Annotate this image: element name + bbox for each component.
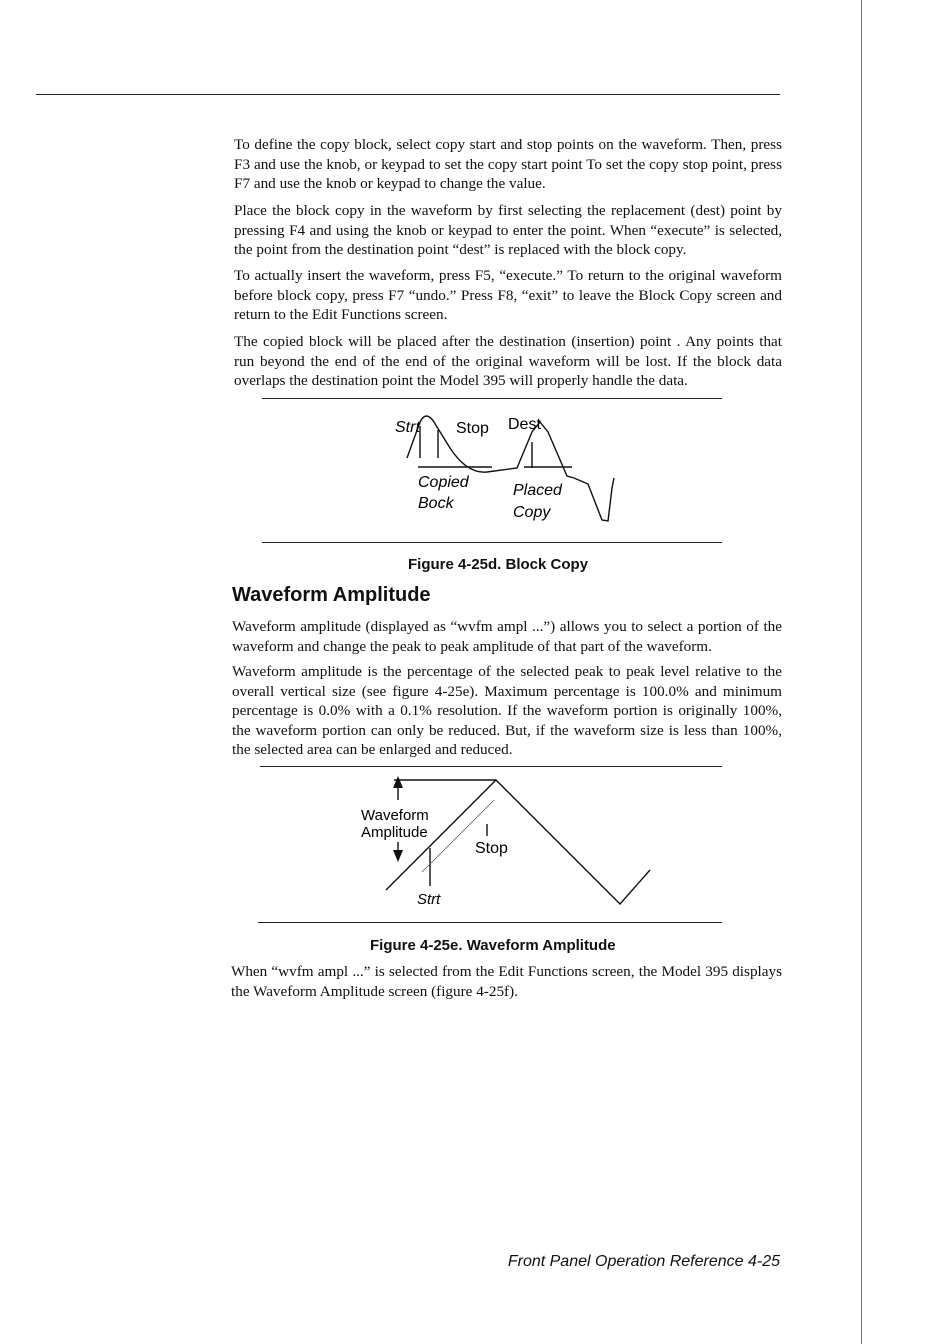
paragraph-define-copy-block: To define the copy block, select copy start and stop points on the waveform. Then, press F3 and use the knob, or keypad to set the copy start point To set the copy stop point, press F7 and use the knob or keypad to change the value. — [234, 136, 782, 192]
paragraph-copied-block: The copied block will be placed after the destination (insertion) point . Any points that run beyond the end of the end of the original waveform will be lost. If the block data overlaps the destination point the Model 395 will properly handle the data. — [234, 333, 782, 389]
label-amplitude: Amplitude — [361, 824, 428, 841]
figure-d-bottom-rule — [262, 542, 722, 543]
arrow-up-icon — [393, 776, 403, 788]
header-rule — [36, 94, 780, 95]
label-stop: Stop — [475, 840, 508, 857]
page-edge-line — [861, 0, 862, 1344]
block-copy-figure — [262, 396, 722, 546]
label-placed: Placed — [513, 482, 562, 499]
label-strt: Strt — [395, 419, 420, 436]
figure-d-caption: Figure 4-25d. Block Copy — [408, 556, 589, 573]
page-footer: Front Panel Operation Reference 4-25 — [507, 1253, 780, 1270]
label-stop: Stop — [456, 420, 489, 437]
figure-e-caption: Figure 4-25e. Waveform Amplitude — [370, 937, 616, 954]
waveform-amplitude-figure — [260, 764, 722, 924]
label-copy: Copy — [513, 504, 551, 521]
section-title: Waveform Amplitude — [232, 584, 431, 606]
paragraph-insert-waveform: To actually insert the waveform, press F5, “execute.” To return to the original waveform before block copy, press F7 “undo.” Press F8, “exit” to leave the Block Copy screen and return to the Edit Functions screen. — [234, 267, 782, 323]
label-waveform: Waveform — [361, 807, 429, 824]
paragraph-amplitude-intro: Waveform amplitude (displayed as “wvfm ampl ...”) allows you to select a portion of the waveform and change the peak to peak amplitude of that part of the waveform. — [232, 618, 782, 655]
label-bock: Bock — [418, 495, 454, 512]
scaled-waveform — [422, 800, 494, 872]
paragraph-closing: When “wvfm ampl ...” is selected from the Edit Functions screen, the Model 395 displays the Waveform Amplitude screen (figure 4-25f). — [231, 963, 782, 1000]
label-dest: Dest — [508, 416, 541, 433]
amplitude-waveform — [386, 780, 650, 904]
label-copied: Copied — [418, 474, 469, 491]
label-strt: Strt — [417, 891, 441, 908]
paragraph-place-block-copy: Place the block copy in the waveform by first selecting the replacement (dest) point by pressing F4 and using the knob or keypad to enter the point. When “execute” is selected, the point from the destination point “dest” is replaced with the block copy. — [234, 202, 782, 258]
paragraph-amplitude-detail: Waveform amplitude is the percentage of the selected peak to peak level relative to the overall vertical size (see figure 4-25e). Maximum percentage is 100.0% and minimum percentage is 0.0% with a 0.1% resolution. If the waveform portion is originally 100%, the waveform portion can only be reduced. But, if the waveform size is less than 100%, the selected area can be enlarged and reduced. — [232, 663, 782, 758]
copied-block-waveform — [407, 416, 574, 478]
figure-e-bottom-rule — [258, 922, 722, 923]
placed-copy-waveform — [574, 478, 614, 521]
arrow-down-icon — [393, 850, 403, 862]
